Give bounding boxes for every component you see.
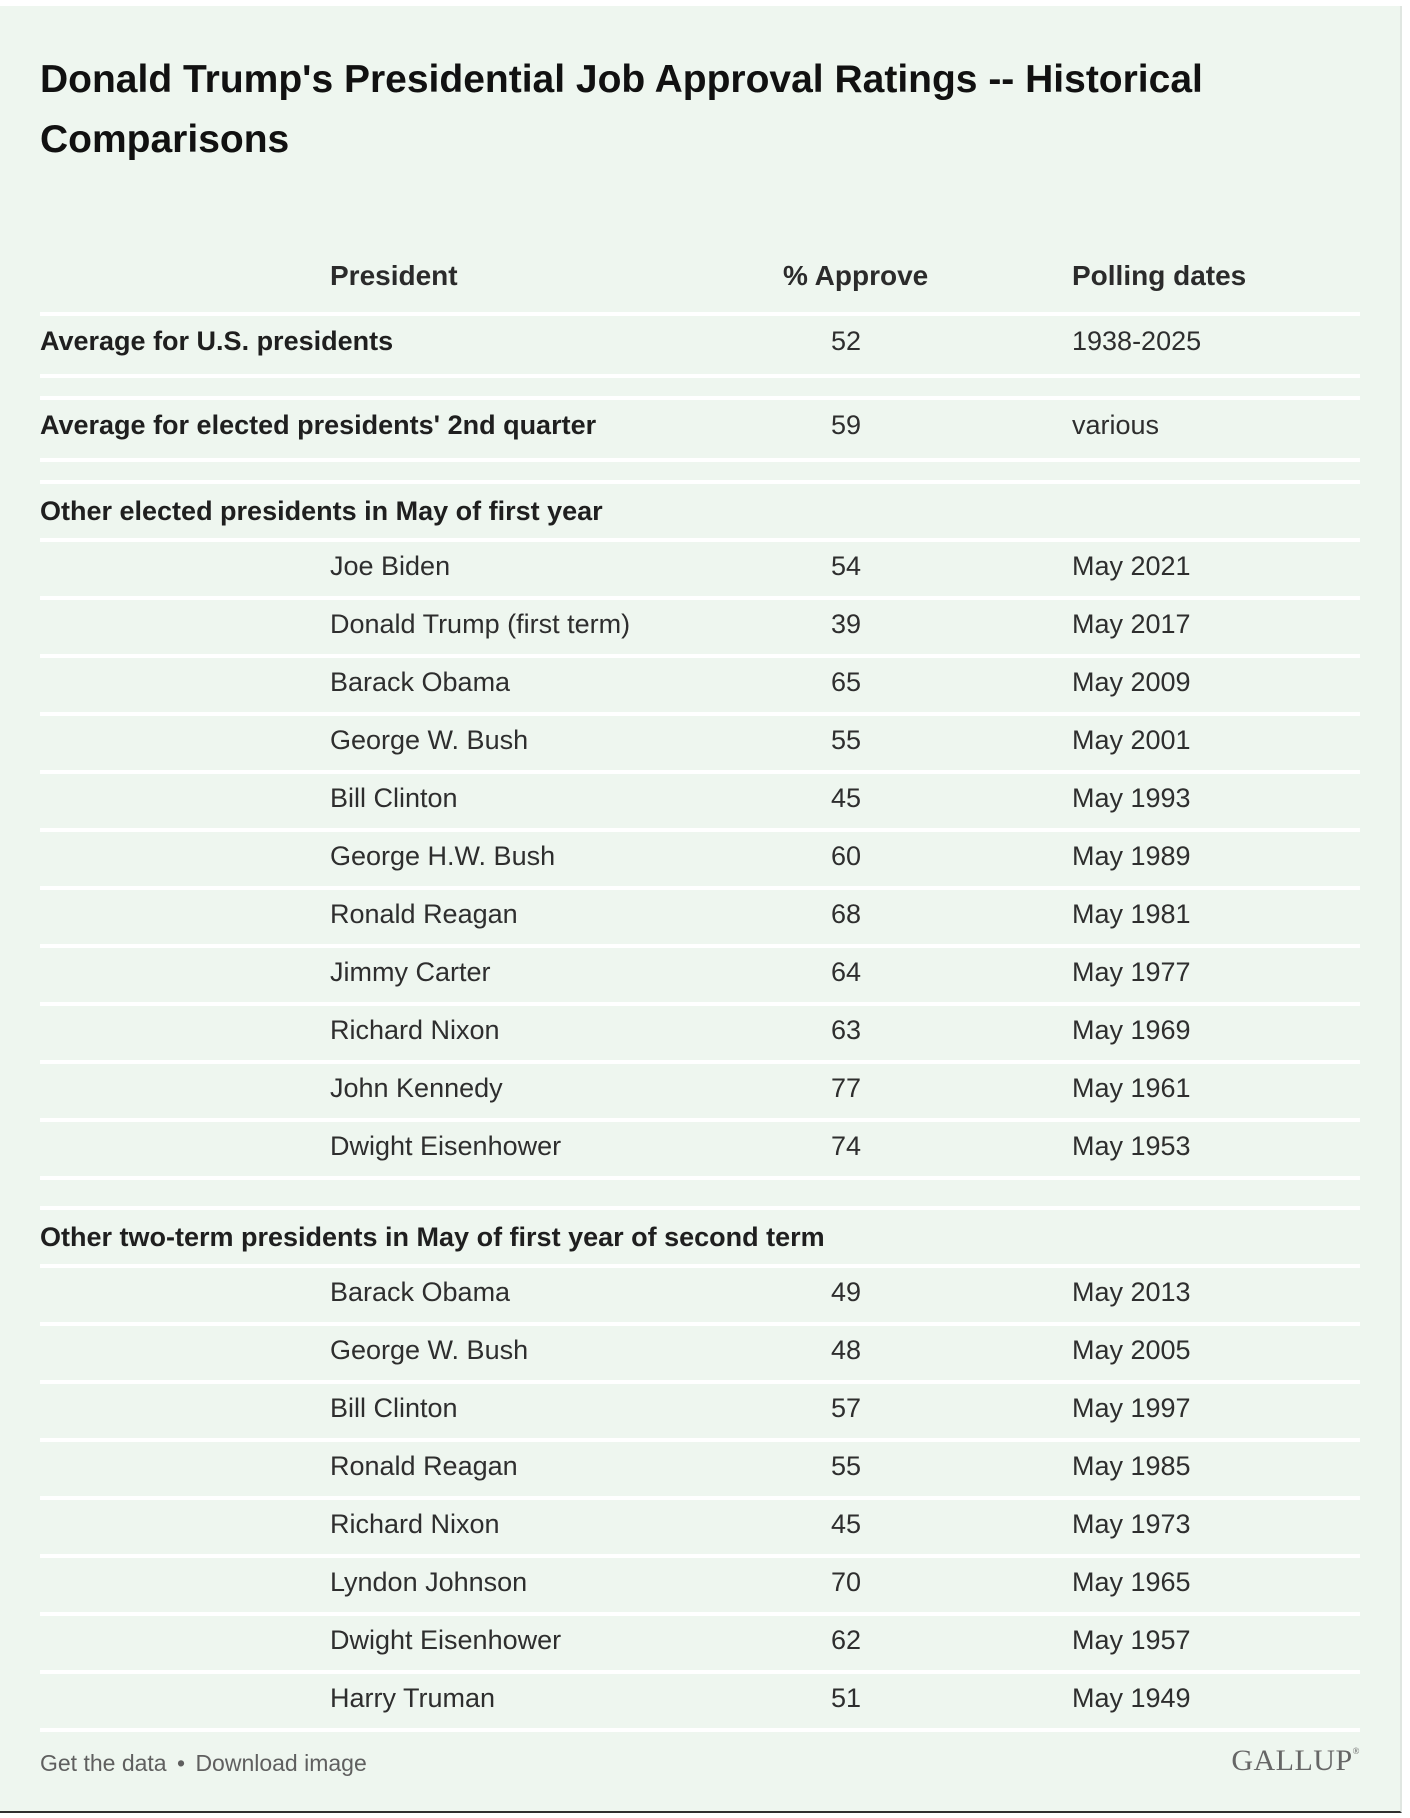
- average-label: Average for elected presidents' 2nd quarter: [40, 410, 597, 440]
- approve-value: 48: [830, 1335, 862, 1365]
- section-heading: Other elected presidents in May of first year: [40, 496, 603, 526]
- table-row: [40, 716, 1360, 774]
- president-name: Barack Obama: [330, 1277, 511, 1307]
- approve-value: 51: [830, 1683, 862, 1713]
- footer-separator: •: [176, 1750, 186, 1776]
- approve-value: 60: [830, 841, 862, 871]
- president-name: Dwight Eisenhower: [330, 1131, 562, 1161]
- approve-value: 62: [830, 1625, 862, 1655]
- section-heading: Other two-term presidents in May of first year of second term: [40, 1222, 825, 1252]
- polling-date: May 1981: [1072, 899, 1191, 929]
- approve-value: 45: [830, 1509, 862, 1539]
- approve-value: 70: [830, 1567, 862, 1597]
- average-row-second-quarter: [40, 400, 1360, 462]
- polling-date: May 1965: [1072, 1567, 1191, 1597]
- section-heading-row: [40, 484, 1360, 542]
- polling-date: May 2021: [1072, 551, 1191, 581]
- table-row: [40, 890, 1360, 948]
- table-row: [40, 1268, 1360, 1326]
- president-name: George W. Bush: [330, 725, 529, 755]
- row-spacer: [40, 378, 1360, 400]
- logo-text: GALLUP: [1231, 1744, 1353, 1777]
- president-name: Bill Clinton: [330, 783, 458, 813]
- polling-date: May 1989: [1072, 841, 1191, 871]
- section-heading-row: [40, 1210, 1360, 1268]
- approve-value: 39: [830, 609, 862, 639]
- column-header-president: President: [330, 260, 458, 291]
- polling-date: May 2009: [1072, 667, 1191, 697]
- polling-date: May 1957: [1072, 1625, 1191, 1655]
- table-row: [40, 1122, 1360, 1180]
- gallup-logo: [1220, 1744, 1360, 1778]
- approve-value: 55: [830, 1451, 862, 1481]
- president-name: Richard Nixon: [330, 1509, 500, 1539]
- get-data-link[interactable]: Get the data: [40, 1750, 167, 1776]
- polling-date: May 2005: [1072, 1335, 1191, 1365]
- polling-date: May 1977: [1072, 957, 1191, 987]
- approve-value: 55: [830, 725, 862, 755]
- approve-value: 57: [830, 1393, 862, 1423]
- president-name: Bill Clinton: [330, 1393, 458, 1423]
- polling-date: May 1969: [1072, 1015, 1191, 1045]
- polling-date: May 1997: [1072, 1393, 1191, 1423]
- polling-date: May 1961: [1072, 1073, 1191, 1103]
- table-row: [40, 1064, 1360, 1122]
- approval-table: [40, 246, 1360, 1732]
- president-name: Lyndon Johnson: [330, 1567, 528, 1597]
- approve-value: 63: [830, 1015, 862, 1045]
- table-row: [40, 832, 1360, 890]
- page-title: Donald Trump's Presidential Job Approval Ratings -- Historical Comparisons: [40, 58, 1203, 161]
- column-header-approve: % Approve: [783, 260, 929, 291]
- polling-date: May 1985: [1072, 1451, 1191, 1481]
- polling-date: May 2017: [1072, 609, 1191, 639]
- row-spacer: [40, 1180, 1360, 1210]
- section-first-year: [40, 484, 1360, 1180]
- table-row: [40, 1558, 1360, 1616]
- table-row: [40, 542, 1360, 600]
- president-name: Joe Biden: [330, 551, 451, 581]
- president-name: Jimmy Carter: [330, 957, 491, 987]
- table-row: [40, 1674, 1360, 1732]
- table-card: [0, 6, 1402, 1813]
- table-row: [40, 774, 1360, 832]
- president-name: John Kennedy: [330, 1073, 503, 1103]
- approve-value: 45: [830, 783, 862, 813]
- footer-links: [40, 1750, 367, 1777]
- table-row: [40, 1384, 1360, 1442]
- approve-value: 64: [830, 957, 862, 987]
- president-name: Dwight Eisenhower: [330, 1625, 562, 1655]
- president-name: Harry Truman: [330, 1683, 496, 1713]
- polling-date: May 1949: [1072, 1683, 1191, 1713]
- table-row: [40, 1616, 1360, 1674]
- president-name: Ronald Reagan: [330, 1451, 518, 1481]
- table-row: [40, 1442, 1360, 1500]
- table-row: [40, 658, 1360, 716]
- polling-date: May 1953: [1072, 1131, 1191, 1161]
- president-name: George W. Bush: [330, 1335, 529, 1365]
- average-dates: various: [1072, 410, 1160, 440]
- president-name: Ronald Reagan: [330, 899, 518, 929]
- table-header: [40, 246, 1360, 316]
- column-header-dates: Polling dates: [1072, 260, 1247, 291]
- registered-mark: ®: [1352, 1746, 1360, 1756]
- section-second-term: [40, 1210, 1360, 1732]
- table-row: [40, 600, 1360, 658]
- polling-date: May 2013: [1072, 1277, 1191, 1307]
- download-image-link[interactable]: Download image: [195, 1750, 367, 1776]
- row-spacer: [40, 462, 1360, 484]
- president-name: Barack Obama: [330, 667, 511, 697]
- average-value: 52: [830, 326, 862, 356]
- president-name: Donald Trump (first term): [330, 609, 631, 639]
- average-dates: 1938-2025: [1072, 326, 1202, 356]
- approve-value: 68: [830, 899, 862, 929]
- table-row: [40, 1006, 1360, 1064]
- average-value: 59: [830, 410, 862, 440]
- approve-value: 65: [830, 667, 862, 697]
- polling-date: May 2001: [1072, 725, 1191, 755]
- average-label: Average for U.S. presidents: [40, 326, 394, 356]
- average-row-all-presidents: [40, 316, 1360, 378]
- table-row: [40, 948, 1360, 1006]
- table-row: [40, 1326, 1360, 1384]
- approve-value: 54: [830, 551, 862, 581]
- approve-value: 74: [830, 1131, 862, 1161]
- president-name: Richard Nixon: [330, 1015, 500, 1045]
- president-name: George H.W. Bush: [330, 841, 556, 871]
- polling-date: May 1973: [1072, 1509, 1191, 1539]
- approve-value: 77: [830, 1073, 862, 1103]
- approve-value: 49: [830, 1277, 862, 1307]
- table-row: [40, 1500, 1360, 1558]
- polling-date: May 1993: [1072, 783, 1191, 813]
